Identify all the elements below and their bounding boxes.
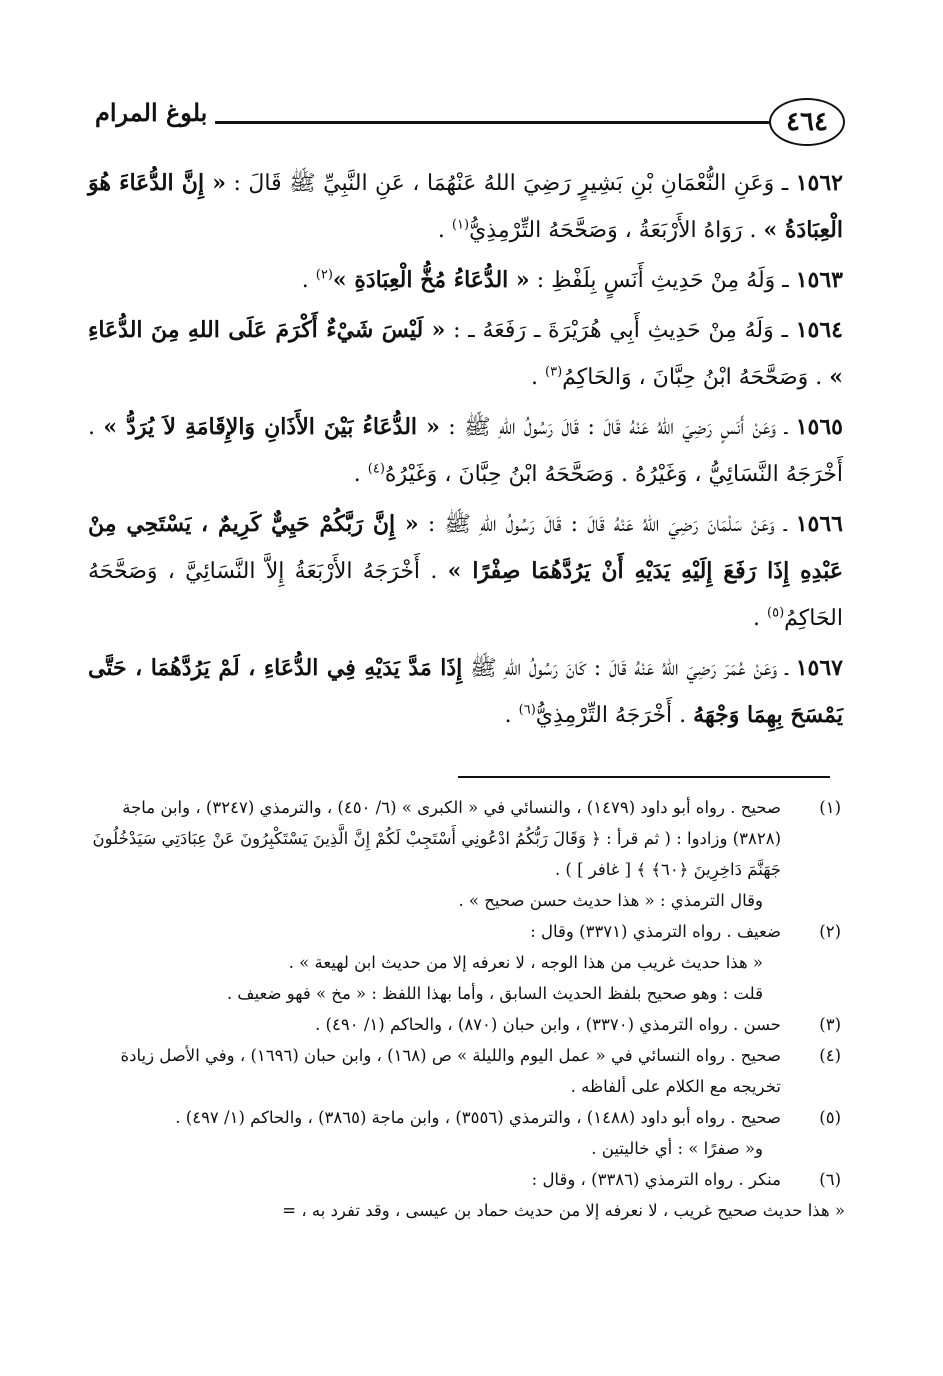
footnote-text: و« صفرًا » : أي خاليتين . bbox=[591, 1139, 763, 1158]
footnote-text: صحيح . رواه أبو داود (١٤٨٨) ، والترمذي (٣٥٥٦) ، وابن ماجة (٣٨٦٥) ، والحاكم (١/ ٤٩٧) . bbox=[175, 1108, 781, 1127]
hadith-intro: وَعَنْ سَلْمَانَ رَضِيَ اللهُ عَنْهُ قَالَ : قَالَ رَسُولُ اللهِ ﷺ : bbox=[427, 512, 775, 537]
footnote-number: (٢) bbox=[819, 922, 841, 941]
hadith-number: ١٥٦٦ bbox=[795, 511, 843, 537]
hadith-quote: « لَيْسَ شَيْءٌ أَكْرَمَ عَلَى اللهِ مِنَ الدُّعَاءِ » bbox=[88, 317, 843, 390]
hadith-source: . أَخْرَجَهُ التِّرْمِذِيُّ bbox=[535, 703, 687, 728]
hadith-source: . أَخْرَجَهُ النَّسَائِيُّ ، وَغَيْرُهُ . وَصَحَّحَهُ ابْنُ حِبَّانَ ، وَغَيْرُهُ bbox=[88, 415, 843, 487]
footnote-text: قلت : وهو صحيح بلفظ الحديث السابق ، وأما بهذا اللفظ : « مخ » فهو ضعيف . bbox=[226, 984, 763, 1003]
hadith-number: ١٥٦٣ bbox=[795, 267, 843, 293]
hadith-end: . bbox=[753, 606, 761, 631]
footnote-4 bbox=[90, 1040, 845, 1102]
hadith-intro: وَعَنْ أَنَسٍ رَضِيَ اللهُ عَنْهُ قَالَ : قَالَ رَسُولُ اللهِ ﷺ : bbox=[448, 415, 777, 440]
footnote-3 bbox=[90, 1009, 845, 1040]
hadith-end: . bbox=[504, 703, 512, 728]
footnote-text: ضعيف . رواه الترمذي (٣٣٧١) وقال : bbox=[530, 922, 781, 941]
hadith-intro: وَعَنِ النُّعْمَانِ بْنِ بَشِيرٍ رَضِيَ اللهُ عَنْهُمَا ، عَنِ النَّبِيِّ ﷺ قَالَ : bbox=[233, 171, 775, 196]
hadith-number: ١٥٦٤ bbox=[795, 317, 843, 343]
footnote-number: (٦) bbox=[819, 1170, 841, 1189]
hadith-1565: ١٥٦٥ ـ وَعَنْ أَنَسٍ رَضِيَ اللهُ عَنْهُ قَالَ : قَالَ رَسُولُ اللهِ ﷺ : « الدُّعَاءُ بَيْنَ الأَذَانِ وَالإِقَامَةِ لاَ يُرَدُّ » . أَخْرَجَهُ النَّسَائِيُّ ، وَغَيْرُهُ . وَصَحَّحَهُ ابْنُ حِبَّانَ ، وَغَيْرُهُ$^{(٤)}$ . bbox=[88, 414, 843, 487]
hadith-quote: « الدُّعَاءُ بَيْنَ الأَذَانِ وَالإِقَامَةِ لاَ يُرَدُّ » bbox=[103, 414, 440, 440]
footnote-text: حسن . رواه الترمذي (٣٣٧٠) ، وابن حبان (٨٧٠) ، والحاكم (١/ ٤٩٠) . bbox=[315, 1015, 781, 1034]
footnote-ref[interactable]: (٥) bbox=[767, 605, 785, 621]
hadith-quote: « إِنَّ رَبَّكُمْ حَيِيٌّ كَرِيمٌ ، يَسْتَحِي مِنْ عَبْدِهِ إِذَا رَفَعَ إِلَيْهِ يَدَيْهِ أَنْ يَرُدَّهُمَا صِفْرًا » bbox=[88, 511, 843, 584]
hadith-quote: إِذَا مَدَّ يَدَيْهِ فِي الدُّعَاءِ ، لَمْ يَرُدَّهُمَا ، حَتَّى يَمْسَحَ بِهِمَا وَجْهَهُ bbox=[88, 655, 843, 728]
footnotes bbox=[90, 792, 845, 1226]
hadith-number: ١٥٦٧ bbox=[795, 655, 843, 681]
page-number: ٤٦٤ bbox=[769, 98, 845, 146]
footnote-number: (٥) bbox=[819, 1108, 841, 1127]
page-header bbox=[95, 92, 845, 152]
main-text bbox=[88, 160, 843, 742]
hadith-source: . وَصَحَّحَهُ ابْنُ حِبَّانَ ، وَالحَاكِمُ bbox=[562, 365, 823, 390]
header-rule bbox=[215, 121, 771, 124]
hadith-source: . أَخْرَجَهُ الأَرْبَعَةُ إِلاَّ النَّسَائِيَّ ، وَصَحَّحَهُ الحَاكِمُ bbox=[88, 559, 843, 631]
hadith-intro: وَلَهُ مِنْ حَدِيثِ أَنَسٍ بِلَفْظِ : bbox=[536, 268, 776, 293]
footnote-2 bbox=[90, 916, 845, 1009]
footnote-number: (٣) bbox=[819, 1015, 841, 1034]
hadith-1566: ١٥٦٦ ـ وَعَنْ سَلْمَانَ رَضِيَ اللهُ عَنْهُ قَالَ : قَالَ رَسُولُ اللهِ ﷺ : « إِنَّ رَبَّكُمْ حَيِيٌّ كَرِيمٌ ، يَسْتَحِي مِنْ عَبْدِهِ إِذَا رَفَعَ إِلَيْهِ يَدَيْهِ أَنْ يَرُدَّهُمَا صِفْرًا » . أَخْرَجَهُ الأَرْبَعَةُ إِلاَّ النَّسَائِيَّ ، وَصَحَّحَهُ الحَاكِمُ$^{(٥)}$ . bbox=[88, 511, 843, 631]
hadith-number: ١٥٦٥ bbox=[795, 414, 843, 440]
footnote-text: منكر . رواه الترمذي (٣٣٨٦) ، وقال : bbox=[531, 1170, 781, 1189]
hadith-end: . bbox=[437, 218, 445, 243]
footnote-text: صحيح . رواه النسائي في « عمل اليوم والليلة » ص (١٦٨) ، وابن حبان (١٦٩٦) ، وفي الأصل زيادة تخريجه مع الكلام على ألفاظه . bbox=[120, 1046, 781, 1096]
hadith-end: . bbox=[353, 462, 361, 487]
footnote-text: وقال الترمذي : « هذا حديث حسن صحيح » . bbox=[458, 891, 763, 910]
footnote-text: صحيح . رواه أبو داود (١٤٧٩) ، والنسائي في « الكبرى » (٦/ ٤٥٠) ، والترمذي (٣٢٤٧) ، وابن ماجة (٣٨٢٨) وزادوا : ( ثم قرأ : ﴿ وَقَالَ رَبُّكُمُ ادْعُونِي أَسْتَجِبْ لَكُمْ إِنَّ الَّذِينَ يَسْتَكْبِرُونَ عَنْ عِبَادَتِي سَيَدْخُلُونَ جَهَنَّمَ دَاخِرِينَ ﴿٦٠﴾ ﴾ [ غافر ] ) . bbox=[92, 798, 781, 879]
book-title: بلوغ المرام bbox=[95, 98, 208, 127]
footnote-6 bbox=[90, 1164, 845, 1195]
hadith-source: . رَوَاهُ الأَرْبَعَةُ ، وَصَحَّحَهُ التِّرْمِذِيُّ bbox=[469, 218, 757, 243]
hadith-end: . bbox=[531, 365, 538, 390]
hadith-1564: ١٥٦٤ ـ وَلَهُ مِنْ حَدِيثِ أَبِي هُرَيْرَةَ ـ رَفَعَهُ ـ : « لَيْسَ شَيْءٌ أَكْرَمَ عَلَى اللهِ مِنَ الدُّعَاءِ » . وَصَحَّحَهُ ابْنُ حِبَّانَ ، وَالحَاكِمُ$^{(٣)}$ . bbox=[88, 317, 843, 390]
footnote-ref[interactable]: (١) bbox=[451, 217, 470, 233]
hadith-number: ١٥٦٢ bbox=[795, 170, 843, 196]
footnote-number: (٤) bbox=[819, 1046, 841, 1065]
footnote-ref[interactable]: (٦) bbox=[518, 702, 536, 718]
hadith-1563: ١٥٦٣ ـ وَلَهُ مِنْ حَدِيثِ أَنَسٍ بِلَفْظِ : « الدُّعَاءُ مُخُّ الْعِبَادَةِ »$^{(٢)}$ . bbox=[301, 267, 843, 293]
hadith-1567: ١٥٦٧ ـ وَعَنْ عُمَرَ رَضِيَ اللهُ عَنْهُ قَالَ : كَانَ رَسُولُ اللهِ ﷺ إِذَا مَدَّ يَدَيْهِ فِي الدُّعَاءِ ، لَمْ يَرُدَّهُمَا ، حَتَّى يَمْسَحَ بِهِمَا وَجْهَهُ . أَخْرَجَهُ التِّرْمِذِيُّ$^{(٦)}$ . bbox=[88, 655, 843, 728]
hadith-quote: « الدُّعَاءُ مُخُّ الْعِبَادَةِ » bbox=[332, 267, 530, 293]
footnote-ref[interactable]: (٤) bbox=[367, 461, 385, 477]
hadith-intro: وَعَنْ عُمَرَ رَضِيَ اللهُ عَنْهُ قَالَ : كَانَ رَسُولُ اللهِ ﷺ bbox=[470, 656, 778, 681]
footnote-ref[interactable]: (٢) bbox=[315, 267, 333, 283]
footnote-text: « هذا حديث غريب من هذا الوجه ، لا نعرفه إلا من حديث ابن لهيعة » . bbox=[288, 953, 763, 972]
footnote-separator bbox=[458, 776, 830, 778]
footnote-number: (١) bbox=[819, 798, 841, 817]
hadith-1562: ١٥٦٢ ـ وَعَنِ النُّعْمَانِ بْنِ بَشِيرٍ رَضِيَ اللهُ عَنْهُمَا ، عَنِ النَّبِيِّ ﷺ قَالَ : « إِنَّ الدُّعَاءَ هُوَ الْعِبَادَةُ » . رَوَاهُ الأَرْبَعَةُ ، وَصَحَّحَهُ التِّرْمِذِيُّ$^{(١)}$ . bbox=[88, 170, 843, 243]
footnote-continuation: « هذا حديث صحيح غريب ، لا نعرفه إلا من حديث حماد بن عيسى ، وقد تفرد به ، = bbox=[282, 1201, 845, 1220]
hadith-quote: « إِنَّ الدُّعَاءَ هُوَ الْعِبَادَةُ » bbox=[88, 170, 843, 243]
hadith-intro: وَلَهُ مِنْ حَدِيثِ أَبِي هُرَيْرَةَ ـ رَفَعَهُ ـ : bbox=[453, 318, 774, 343]
footnote-5 bbox=[90, 1102, 845, 1164]
footnote-ref[interactable]: (٣) bbox=[545, 364, 563, 380]
footnote-1 bbox=[90, 792, 845, 916]
hadith-end: . bbox=[301, 268, 309, 293]
